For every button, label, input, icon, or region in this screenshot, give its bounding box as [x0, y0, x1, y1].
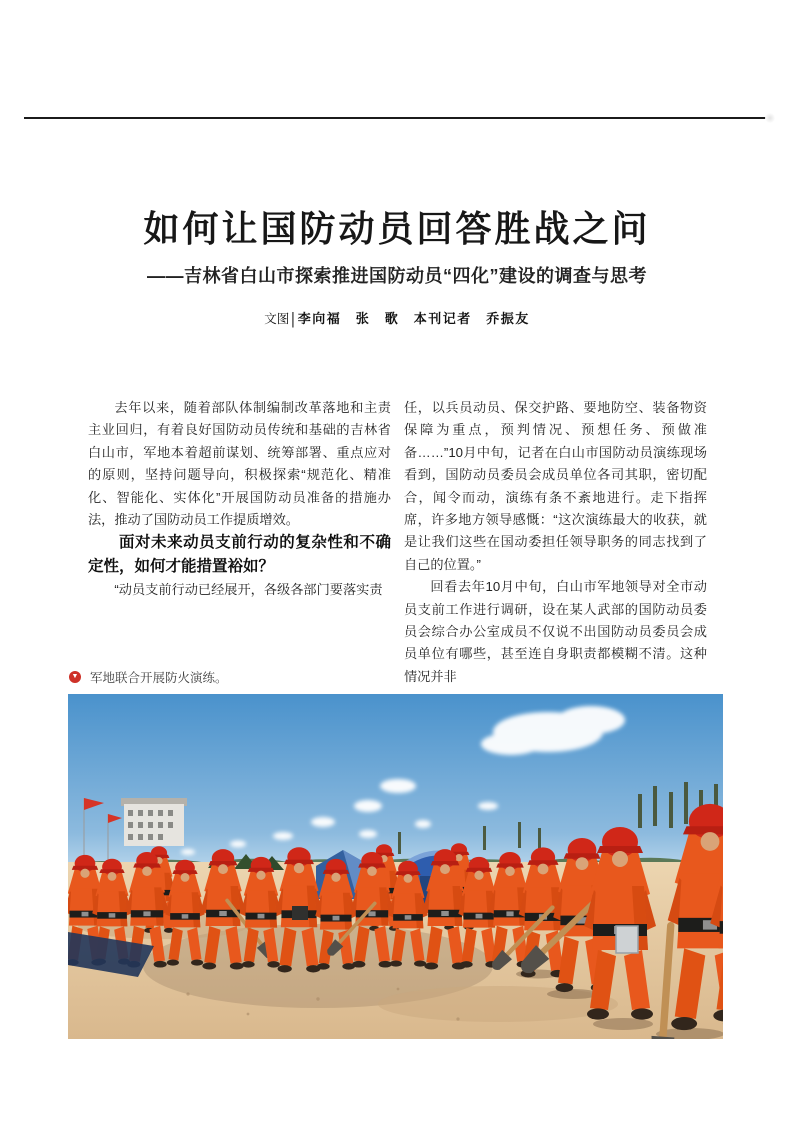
paragraph: 任，以兵员动员、保交护路、要地防空、装备物资保障为重点，预判情况、预想任务、预做准备……”10月中旬，记者在白山市国防动员演练现场看到，国防动员委员会成员单位各司其职，密切配合，闻令而动，演练有条不紊地进行。走下指挥席，许多地方领导感慨：“这次演练最大的收获，就是让我们这些在国动委担任领导职务的同志找到了自己的位置。”	[404, 400, 707, 572]
photo-caption-text: 军地联合开展防火演练。	[90, 671, 228, 685]
photo-firefighting-drill	[68, 694, 723, 1039]
byline-prefix: 文图	[264, 312, 290, 326]
top-rule-line	[24, 117, 768, 119]
byline-authors: 李向福 张 歌 本刊记者 乔振友	[297, 311, 530, 326]
caption-marker-icon: ▼	[69, 671, 81, 683]
byline	[0, 308, 794, 327]
photo-caption	[69, 668, 228, 686]
page-title: 如何让国防动员回答胜战之问	[143, 208, 651, 249]
paragraph: 去年以来，随着部队体制编制改革落地和主责主业回归，有着良好国防动员传统和基础的吉林省白山市，军地本着超前谋划、统筹部署、重点应对的原则，坚持问题导向，积极探索“规范化、精准化、智能化、实体化”开展国防动员准备的措施办法，推动了国防动员工作提质增效。	[88, 400, 391, 528]
faint-page-ornament	[765, 113, 775, 123]
paragraph: “动员支前行动已经展开，各级各部门要落实责	[114, 582, 383, 598]
question-subhead: 面对未来动员支前行动的复杂性和不确定性，如何才能措置裕如？	[88, 534, 391, 576]
article-left-column	[88, 397, 391, 602]
building	[121, 798, 187, 846]
paragraph: 回看去年10月中旬，白山市军地领导对全市动员支前工作进行调研，设在某人武部的国防动员委员会综合办公室成员不仅说不出国防动员委员会成员单位有哪些，甚至连自身职责都模糊不清。这种情况并非	[404, 579, 707, 684]
byline-separator: |	[291, 309, 295, 328]
article-right-column	[404, 397, 707, 688]
page-subtitle: ——吉林省白山市探索推进国防动员“四化”建设的调查与思考	[147, 266, 647, 286]
